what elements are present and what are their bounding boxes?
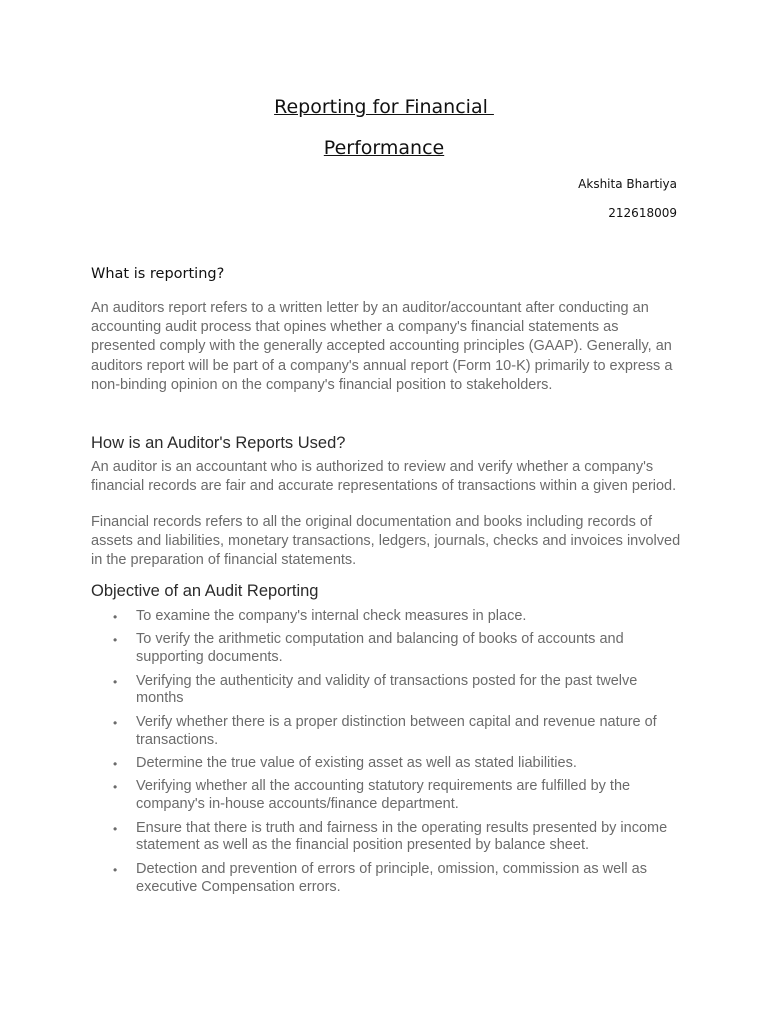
list-item	[91, 861, 681, 897]
list-item	[91, 608, 681, 626]
list-item	[91, 631, 681, 667]
list-item	[91, 778, 681, 814]
paragraph-what-is-reporting: An auditors report refers to a written letter by an auditor/accountant after conducting an accounting audit process that opines whether a company's financial statements as presented comply with the generally accepted accounting principles (GAAP). Generally, an auditors report will be part of a company's annual report (Form 10-K) primarily to express a non-binding opinion on the company's financial position to stakeholders.	[91, 300, 673, 393]
list-item-text: To examine the company's internal check measures in place.	[136, 608, 527, 624]
author-name: Akshita Bhartiya	[578, 177, 677, 191]
objective-bullet-list	[91, 608, 681, 902]
bullet-icon: •	[113, 862, 118, 877]
document-title-line-1-text: Reporting for Financial	[274, 96, 494, 118]
section-heading-what-is-reporting: What is reporting?	[91, 266, 225, 282]
bullet-icon: •	[113, 674, 118, 689]
section-heading-objective: Objective of an Audit Reporting	[91, 582, 319, 600]
document-title-line-2	[0, 137, 768, 159]
document-title-line-2-text: Performance	[323, 137, 445, 159]
document-title-line-1	[0, 96, 768, 118]
list-item-text: Determine the true value of existing asset as well as stated liabilities.	[136, 754, 577, 771]
paragraph-financial-records: Financial records refers to all the original documentation and books including records of assets and liabilities, monetary transactions, ledgers, journals, checks and invoices involved in the preparation of financial statements.	[91, 514, 681, 569]
list-item-text: To verify the arithmetic computation and balancing of books of accounts and supporting documents.	[136, 631, 624, 666]
bullet-icon: •	[113, 633, 118, 648]
paragraph-auditor-definition: An auditor is an accountant who is authorized to review and verify whether a company's financial records are fair and accurate representations of transactions within a given period.	[91, 459, 677, 495]
bullet-icon: •	[113, 821, 118, 836]
list-item-text: Verify whether there is a proper distinction between capital and revenue nature of transactions.	[136, 713, 657, 748]
list-item-text: Verifying the authenticity and validity of transactions posted for the past twelve months	[136, 672, 638, 707]
list-item	[91, 673, 681, 709]
list-item	[91, 820, 681, 856]
section-heading-how-used: How is an Auditor's Reports Used?	[91, 434, 346, 452]
bullet-icon: •	[113, 715, 118, 730]
list-item	[91, 755, 681, 773]
bullet-icon: •	[113, 780, 118, 795]
list-item-text: Detection and prevention of errors of principle, omission, commission as well as executive Compensation errors.	[136, 860, 647, 895]
list-item-text: Verifying whether all the accounting statutory requirements are fulfilled by the company's in-house accounts/finance department.	[136, 778, 631, 813]
list-item	[91, 714, 681, 750]
author-id: 212618009	[608, 206, 677, 220]
bullet-icon: •	[113, 610, 118, 624]
bullet-icon: •	[113, 756, 118, 771]
list-item-text: Ensure that there is truth and fairness in the operating results presented by income statement as well as the financial position presented by balance sheet.	[136, 819, 668, 854]
